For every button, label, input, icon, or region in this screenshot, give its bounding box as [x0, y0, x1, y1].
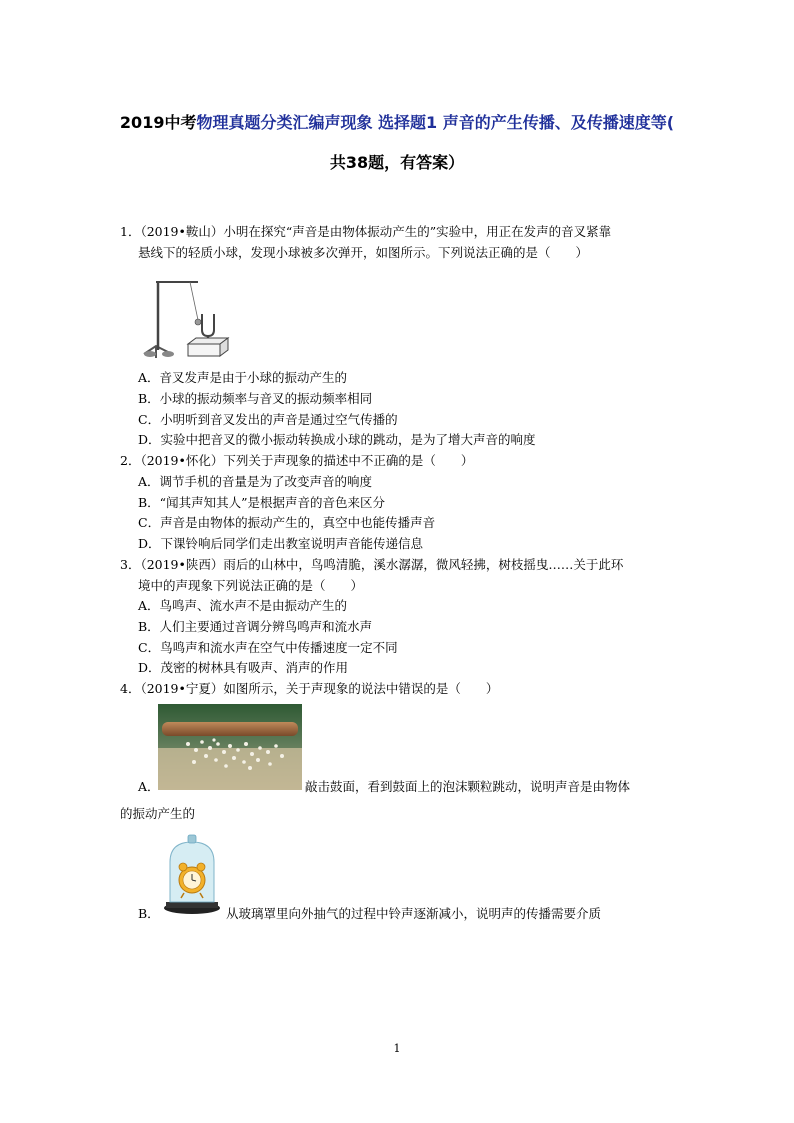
- question-4-option-b-text: 从玻璃罩里向外抽气的过程中铃声逐渐减小，说明声的传播需要介质: [226, 906, 602, 921]
- document-title-line2: 共38题，有答案）: [329, 153, 465, 172]
- question-3-stem-cont: 境中的声现象下列说法正确的是（ ）: [138, 578, 364, 593]
- tuning-fork-figure: [138, 270, 238, 362]
- question-2-option-b: B．“闻其声知其人”是根据声音的音色来区分: [138, 495, 385, 510]
- question-3-option-b: B．人们主要通过音调分辨鸟鸣声和流水声: [138, 619, 373, 634]
- question-2-stem: 2．（2019•怀化）下列关于声现象的描述中不正确的是（ ）: [120, 453, 474, 468]
- question-4-option-a-text: 敲击鼓面，看到鼓面上的泡沫颗粒跳动，说明声音是由物体: [305, 779, 631, 794]
- question-4-option-a-cont: 的振动产生的: [120, 806, 196, 821]
- question-1-stem-cont: 悬线下的轻质小球，发现小球被多次弹开，如图所示。下列说法正确的是（ ）: [138, 245, 589, 260]
- title-part1: 2019中考: [119, 113, 197, 132]
- question-4-option-b-label: B．: [138, 906, 160, 921]
- question-1-stem: 1．（2019•鞍山）小明在探究“声音是由物体振动产生的”实验中，用正在发声的音叉紧靠: [120, 224, 612, 239]
- page-number: 1: [393, 1042, 401, 1055]
- question-2-option-c: C．声音是由物体的振动产生的，真空中也能传播声音: [138, 515, 436, 530]
- question-3-option-d: D．茂密的树林具有吸声、消声的作用: [138, 660, 349, 675]
- bell-jar-figure: [158, 832, 222, 918]
- question-1-option-d: D．实验中把音叉的微小振动转换成小球的跳动，是为了增大声音的响度: [138, 432, 536, 447]
- question-2-option-a: A．调节手机的音量是为了改变声音的响度: [138, 474, 373, 489]
- question-4-option-a-label: A．: [138, 779, 160, 794]
- document-title: [0, 110, 794, 133]
- question-3-stem: 3．（2019•陕西）雨后的山林中，鸟鸣清脆，溪水潺潺，微风轻拂，树枝摇曳……关于此环: [120, 557, 624, 572]
- drum-foam-figure: [158, 704, 302, 790]
- question-3-option-c: C．鸟鸣声和流水声在空气中传播速度一定不同: [138, 640, 398, 655]
- title-part2: 物理真题分类汇编声现象 选择题1 声音的产生传播、及传播速度等(: [196, 113, 675, 132]
- question-1-option-b: B．小球的振动频率与音叉的振动频率相同: [138, 391, 373, 406]
- question-1-option-a: A．音叉发声是由于小球的振动产生的: [138, 370, 348, 385]
- question-4-stem: 4．（2019•宁夏）如图所示，关于声现象的说法中错误的是（ ）: [120, 681, 499, 696]
- question-1-option-c: C．小明听到音叉发出的声音是通过空气传播的: [138, 412, 398, 427]
- question-3-option-a: A．鸟鸣声、流水声不是由振动产生的: [138, 598, 348, 613]
- question-2-option-d: D．下课铃响后同学们走出教室说明声音能传递信息: [138, 536, 424, 551]
